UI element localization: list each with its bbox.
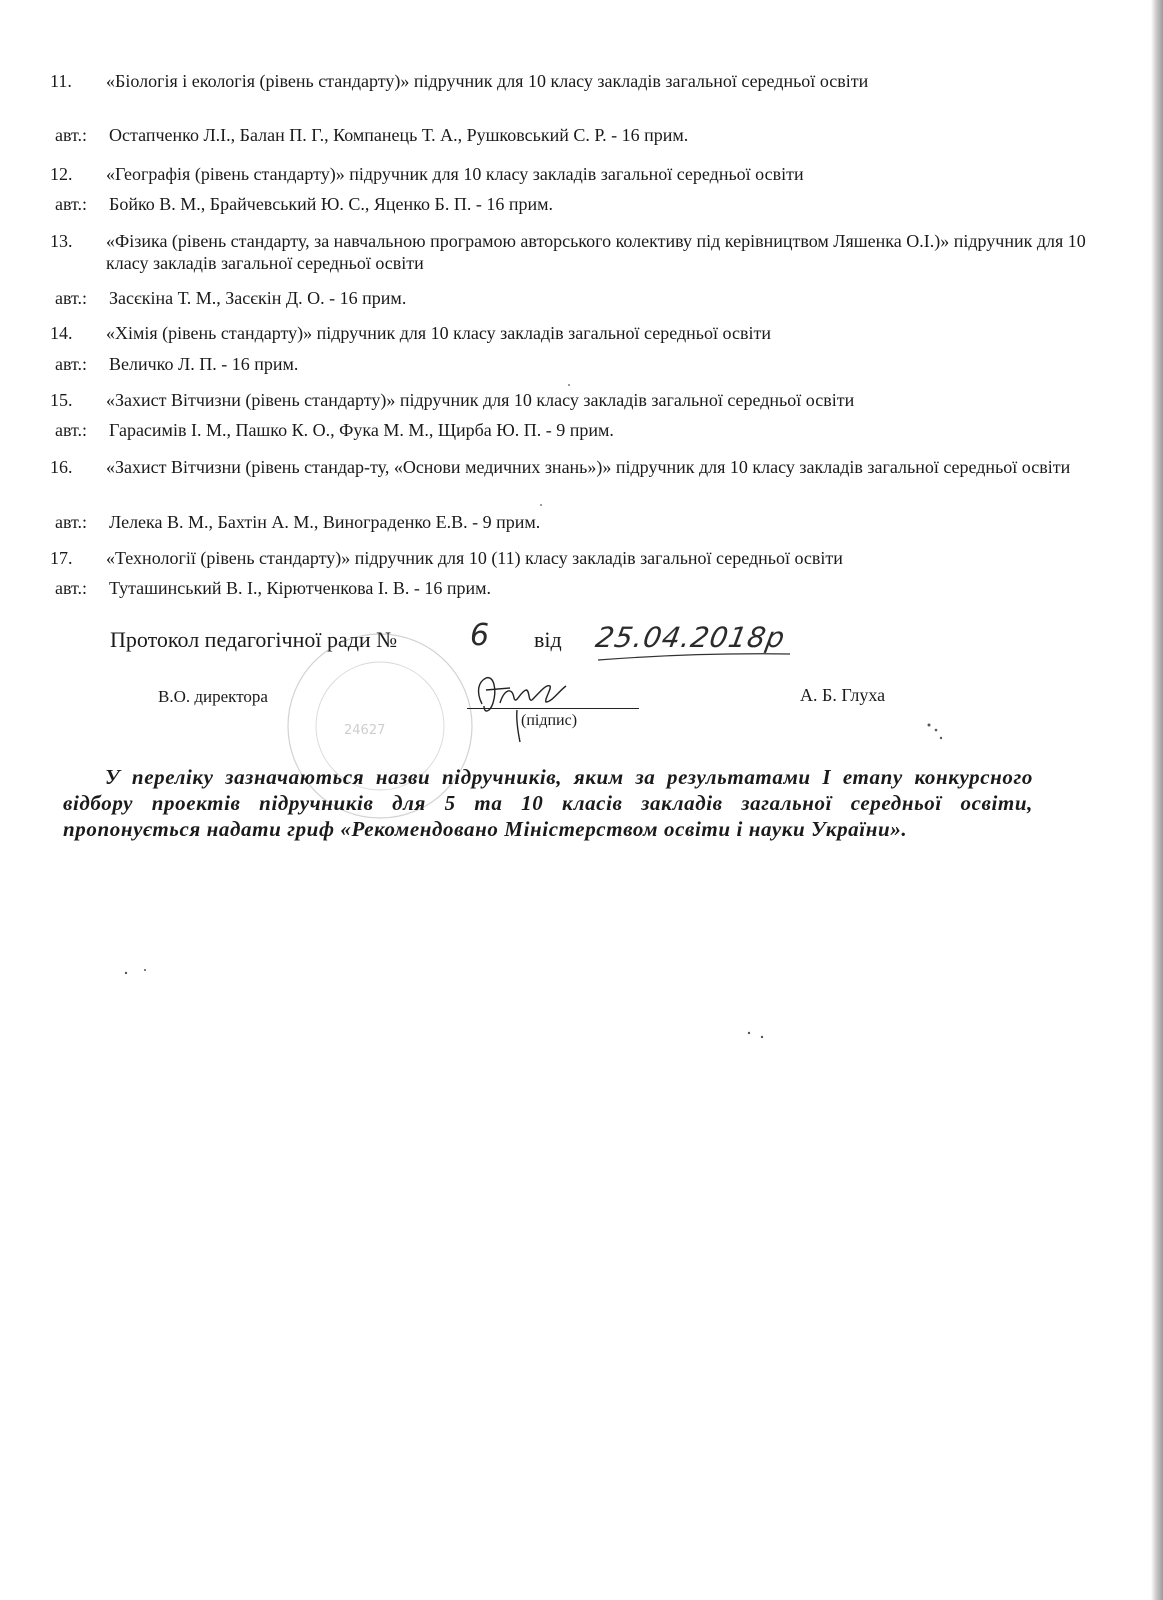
item-number: 12. <box>50 164 73 184</box>
authors-text: Остапченко Л.І., Балан П. Г., Компанець Т. А., Рушковський С. Р. - 16 прим. <box>109 125 689 145</box>
signature-line <box>467 708 639 709</box>
authors-text: Лелека В. М., Бахтін А. М., Винограденко Е.В. - 9 прим. <box>109 512 541 532</box>
authors-text: Гарасимів І. М., Пашко К. О., Фука М. М., Щирба Ю. П. - 9 прим. <box>109 420 614 440</box>
authors-label: авт.: <box>55 354 88 374</box>
item-number: 16. <box>50 457 73 477</box>
authors-text: Туташинський В. І., Кірютченкова І. В. - 16 прим. <box>109 578 491 598</box>
protocol-date-handwritten: 25.04.2018р <box>593 621 789 654</box>
stamp-code: 24627 <box>344 723 386 738</box>
item-title-text: «Захист Вітчизни (рівень стандарту)» підручник для 10 класу закладів загальної середньої освіти <box>106 390 855 410</box>
authors-label: авт.: <box>55 288 88 308</box>
protocol-from-label: від <box>534 627 562 652</box>
date-underline <box>598 654 790 660</box>
authors-text: Величко Л. П. - 16 прим. <box>109 354 299 374</box>
protocol-number-handwritten: 6 <box>470 618 491 653</box>
signature-caption: (підпис) <box>521 712 578 729</box>
director-name: А. Б. Глуха <box>800 685 886 705</box>
authors-label: авт.: <box>55 512 88 532</box>
item-number: 13. <box>50 231 73 251</box>
item-number: 15. <box>50 390 73 410</box>
item-number: 11. <box>50 71 72 91</box>
item-title-text: «Хімія (рівень стандарту)» підручник для 10 класу закладів загальної середньої освіти <box>106 323 771 343</box>
item-title-text: «Технології (рівень стандарту)» підручник для 10 (11) класу закладів загальної середньої освіти <box>106 548 843 568</box>
item-number: 14. <box>50 323 73 343</box>
item-title-text: «Географія (рівень стандарту)» підручник для 10 класу закладів загальної середньої освіти <box>106 164 804 184</box>
director-position: В.О. директора <box>158 687 268 706</box>
authors-text: Засєкіна Т. М., Засєкін Д. О. - 16 прим. <box>109 288 407 308</box>
authors-label: авт.: <box>55 578 88 598</box>
item-title-text: «Фізика (рівень стандарту, за навчальною програмою авторського колективу під керівництвом Ляшенка О.І.)» підручник для 10 класу закладів загальної середньої освіти <box>106 231 1086 273</box>
authors-label: авт.: <box>55 125 88 145</box>
item-title-text: «Біологія і екологія (рівень стандарту)» підручник для 10 класу закладів загальної середньої освіти <box>106 71 869 91</box>
authors-text: Бойко В. М., Брайчевський Ю. С., Яценко Б. П. - 16 прим. <box>109 194 553 214</box>
authors-label: авт.: <box>55 420 88 440</box>
item-title-text: «Захист Вітчизни (рівень стандар-ту, «Основи медичних знань»)» підручник для 10 класу закладів загальної середньої освіти <box>106 457 1071 477</box>
item-number: 17. <box>50 548 73 568</box>
handwritten-signature <box>479 678 566 742</box>
authors-label: авт.: <box>55 194 88 214</box>
closing-note: У переліку зазначаються назви підручників, яким за результатами І етапу конкурсного відбору проектів підручників для 5 та 10 класів закладів загальної середньої освіти, пропонується надати гриф «Рекомендовано Міністерством освіти і науки України». <box>63 765 1033 841</box>
protocol-label: Протокол педагогічної ради № <box>110 627 398 652</box>
